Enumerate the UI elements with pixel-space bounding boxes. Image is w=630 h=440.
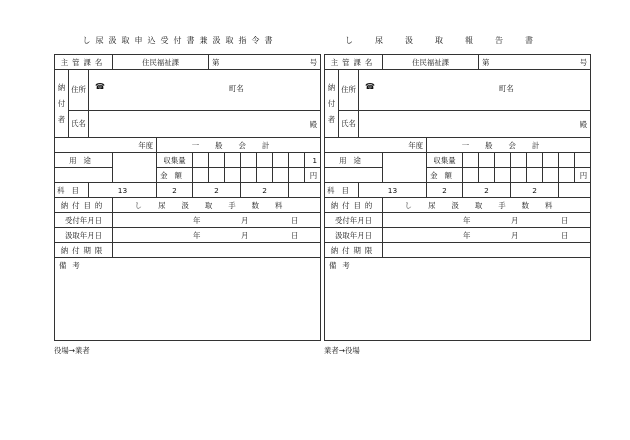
- bikou-area[interactable]: [55, 258, 321, 341]
- kamoku-label: 科目: [325, 183, 359, 198]
- form-left: [54, 36, 318, 355]
- shimei-label: 氏名: [339, 111, 359, 138]
- blank-cell: [55, 168, 113, 183]
- digit-cell[interactable]: [527, 153, 543, 168]
- digit-cell[interactable]: [463, 168, 479, 183]
- digit-cell[interactable]: [257, 153, 273, 168]
- digit-cell[interactable]: [193, 168, 209, 183]
- nendo-label: 年度: [325, 138, 427, 153]
- form-table: [54, 54, 321, 341]
- digit-cell[interactable]: [289, 153, 305, 168]
- kingaku-label: 金額: [157, 168, 193, 183]
- dai-label: 第: [212, 57, 220, 67]
- digit-cell[interactable]: [225, 153, 241, 168]
- dai-label: 第: [482, 57, 490, 67]
- go-label: 号: [309, 57, 318, 67]
- footer-note: 役場→業者: [54, 346, 90, 355]
- address-field[interactable]: [359, 70, 591, 111]
- digit-cell[interactable]: [241, 153, 257, 168]
- jusho-label: 住所: [69, 70, 89, 111]
- date-row2-field[interactable]: [383, 228, 591, 243]
- digit-cell[interactable]: [527, 168, 543, 183]
- nofusha-label: 納付者: [325, 70, 339, 138]
- phone-icon: ☎: [95, 82, 105, 91]
- qty-cell[interactable]: 1: [305, 153, 321, 168]
- digit-cell[interactable]: [511, 153, 527, 168]
- nen-label: 年: [193, 216, 201, 225]
- date-row2-label: 汲取年月日: [325, 228, 383, 243]
- date-row1-field[interactable]: [113, 213, 321, 228]
- kamoku-value: [559, 183, 591, 198]
- kaikei-label: 一般会計: [157, 138, 321, 153]
- digit-cell[interactable]: [559, 153, 575, 168]
- qty-cell[interactable]: [575, 153, 591, 168]
- number-field[interactable]: [479, 55, 591, 70]
- digit-cell[interactable]: [495, 153, 511, 168]
- youto-label: 用途: [55, 153, 113, 168]
- go-label: 号: [579, 57, 588, 67]
- kigen-field[interactable]: [113, 243, 321, 258]
- digit-cell[interactable]: [273, 168, 289, 183]
- nen-label: 年: [463, 231, 471, 240]
- dono-label: 殿: [309, 119, 318, 129]
- nofusha-label: 納付者: [55, 70, 69, 138]
- digit-cell[interactable]: [273, 153, 289, 168]
- kanka-value: 住民福祉課: [113, 55, 209, 70]
- form-table: [324, 54, 591, 341]
- nen-label: 年: [193, 231, 201, 240]
- digit-cell[interactable]: [543, 153, 559, 168]
- kamoku-value: 13: [89, 183, 157, 198]
- digit-cell[interactable]: [511, 168, 527, 183]
- digit-cell[interactable]: [463, 153, 479, 168]
- name-field[interactable]: [359, 111, 591, 138]
- hi-label: 日: [561, 231, 569, 240]
- kigen-label: 納付期限: [55, 243, 113, 258]
- digit-cell[interactable]: [209, 153, 225, 168]
- digit-cell[interactable]: [479, 153, 495, 168]
- date-row2-field[interactable]: [113, 228, 321, 243]
- phone-icon: ☎: [365, 82, 375, 91]
- tsuki-label: 月: [241, 216, 249, 225]
- tsuki-label: 月: [511, 216, 519, 225]
- kamoku-label: 科目: [55, 183, 89, 198]
- en-label: 円: [575, 168, 591, 183]
- digit-cell[interactable]: [495, 168, 511, 183]
- kamoku-value: 2: [157, 183, 193, 198]
- bikou-label: 備考: [59, 261, 86, 270]
- tsuki-label: 月: [241, 231, 249, 240]
- kamoku-value: [289, 183, 321, 198]
- kigen-label: 納付期限: [325, 243, 383, 258]
- digit-cell[interactable]: [479, 168, 495, 183]
- kamoku-value: 2: [463, 183, 511, 198]
- date-row1-field[interactable]: [383, 213, 591, 228]
- youto-field[interactable]: [383, 153, 427, 183]
- hi-label: 日: [291, 216, 299, 225]
- date-row2-label: 汲取年月日: [55, 228, 113, 243]
- kanka-value: 住民福祉課: [383, 55, 479, 70]
- digit-cell[interactable]: [241, 168, 257, 183]
- tsuki-label: 月: [511, 231, 519, 240]
- blank-cell: [325, 168, 383, 183]
- digit-cell[interactable]: [559, 168, 575, 183]
- date-row1-label: 受付年月日: [55, 213, 113, 228]
- date-row1-label: 受付年月日: [325, 213, 383, 228]
- kanka-label: 主管課名: [325, 55, 383, 70]
- kanka-label: 主管課名: [55, 55, 113, 70]
- address-field[interactable]: [89, 70, 321, 111]
- en-label: 円: [305, 168, 321, 183]
- kingaku-label: 金額: [427, 168, 463, 183]
- nendo-label: 年度: [55, 138, 157, 153]
- kigen-field[interactable]: [383, 243, 591, 258]
- form-right: [324, 36, 588, 355]
- name-field[interactable]: [89, 111, 321, 138]
- hi-label: 日: [561, 216, 569, 225]
- nen-label: 年: [463, 216, 471, 225]
- digit-cell[interactable]: [225, 168, 241, 183]
- hi-label: 日: [291, 231, 299, 240]
- number-field[interactable]: [209, 55, 321, 70]
- shimei-label: 氏名: [69, 111, 89, 138]
- form-title: し尿汲取報告書: [345, 36, 555, 45]
- digit-cell[interactable]: [543, 168, 559, 183]
- choumei-label: 町名: [499, 84, 514, 93]
- kamoku-value: 2: [241, 183, 289, 198]
- digit-cell[interactable]: [289, 168, 305, 183]
- mokuteki-value: し尿汲取手数料: [113, 198, 321, 213]
- shuushuuryou-label: 収集量: [427, 153, 463, 168]
- form-title: し尿汲取申込受付書兼汲取指令書: [82, 36, 278, 45]
- jusho-label: 住所: [339, 70, 359, 111]
- kamoku-value: 13: [359, 183, 427, 198]
- kamoku-value: 2: [193, 183, 241, 198]
- mokuteki-value: し尿汲取手数料: [383, 198, 591, 213]
- digit-cell[interactable]: [257, 168, 273, 183]
- shuushuuryou-label: 収集量: [157, 153, 193, 168]
- youto-label: 用途: [325, 153, 383, 168]
- bikou-area[interactable]: [325, 258, 591, 341]
- kamoku-value: 2: [427, 183, 463, 198]
- mokuteki-label: 納付目的: [55, 198, 113, 213]
- dono-label: 殿: [579, 119, 588, 129]
- youto-field[interactable]: [113, 153, 157, 183]
- mokuteki-label: 納付目的: [325, 198, 383, 213]
- digit-cell[interactable]: [193, 153, 209, 168]
- digit-cell[interactable]: [209, 168, 225, 183]
- choumei-label: 町名: [229, 84, 244, 93]
- kamoku-value: 2: [511, 183, 559, 198]
- footer-note: 業者→役場: [324, 346, 360, 355]
- kaikei-label: 一般会計: [427, 138, 591, 153]
- bikou-label: 備考: [329, 261, 356, 270]
